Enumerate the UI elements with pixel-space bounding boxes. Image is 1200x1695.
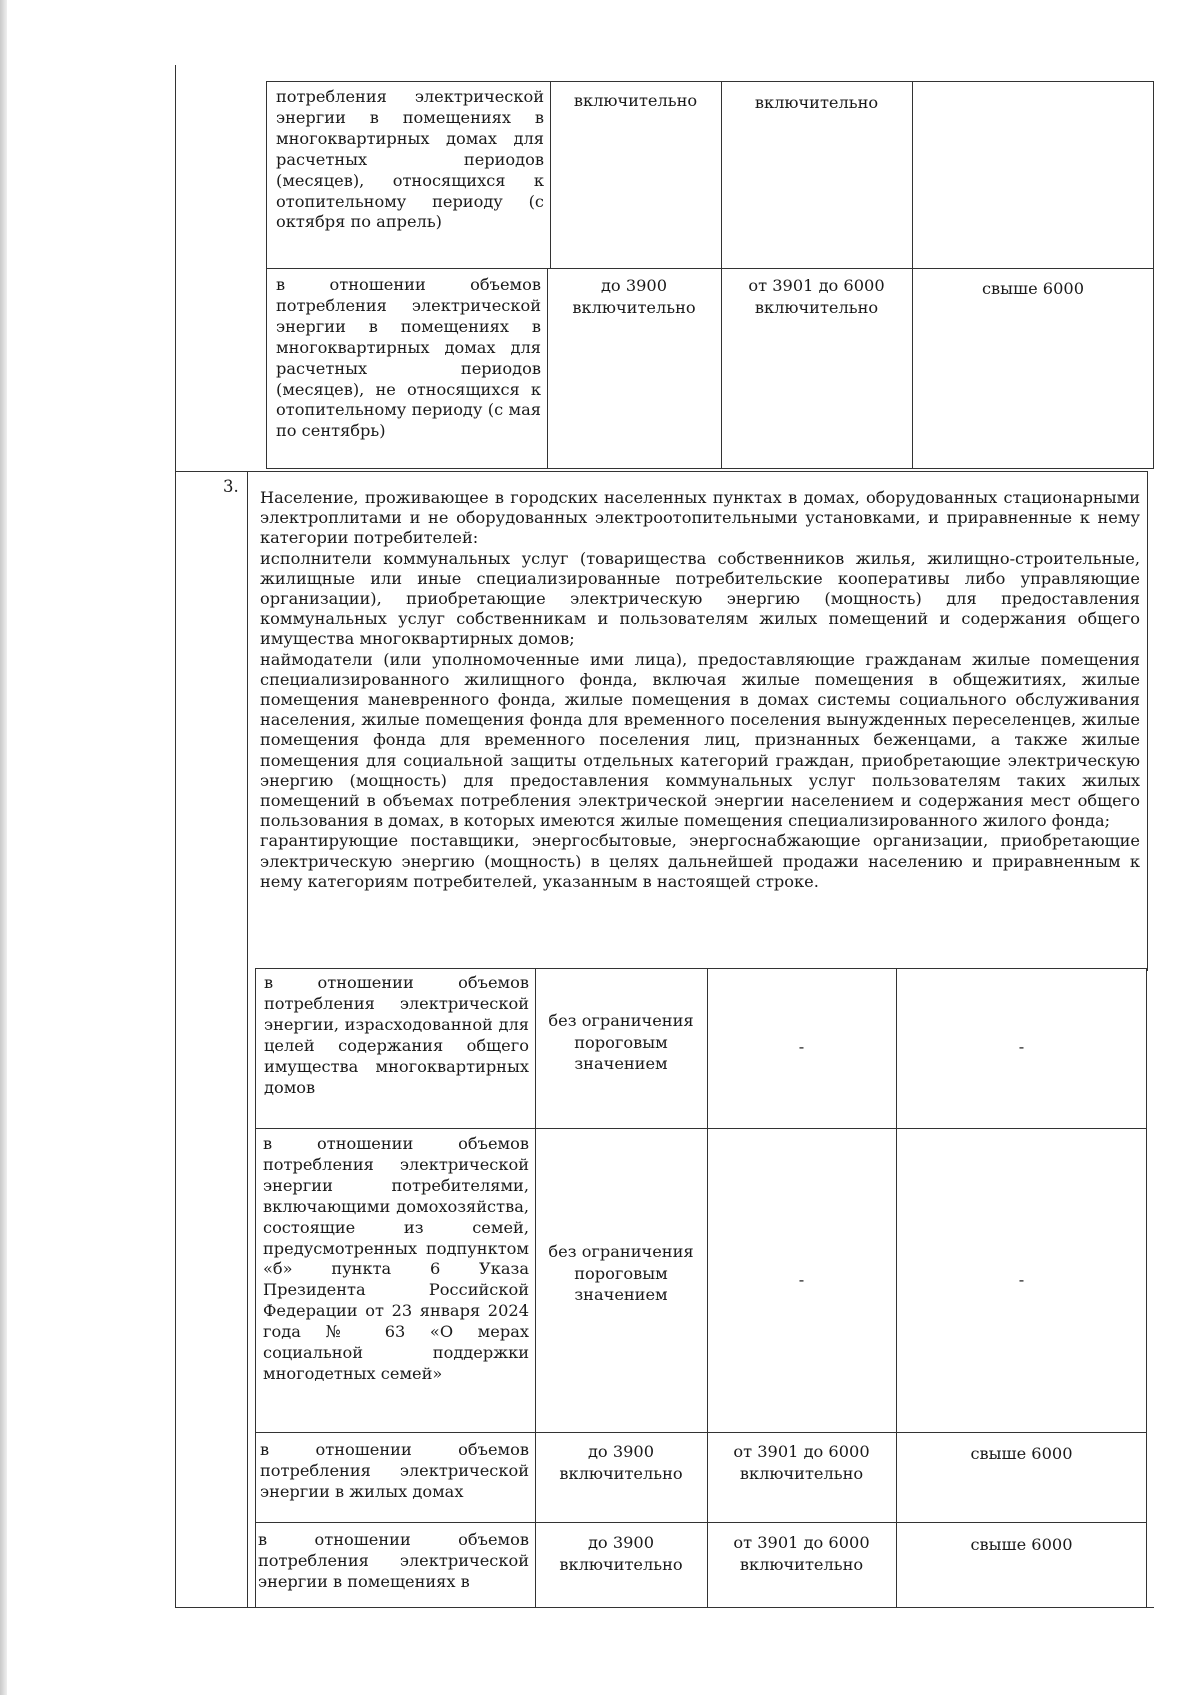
document-page: [175, 65, 1154, 1608]
right-border: [1147, 471, 1148, 971]
row-premises-col2: от 3901 до 6000 включительно: [733, 1533, 870, 1574]
row-divider: [255, 1522, 1147, 1523]
row-large-families-col3: -: [1018, 1270, 1025, 1289]
row-premises-label: в отношении объемов потребления электрической энергии в помещениях в: [258, 1530, 529, 1591]
row-top-col2: включительно: [754, 93, 879, 112]
scan-edge-shadow: [0, 0, 7, 1695]
row-divider: [266, 268, 1154, 269]
row-houses-label: в отношении объемов потребления электрической энергии в жилых домах: [260, 1440, 529, 1501]
row-premises-col3: свыше 6000: [970, 1535, 1073, 1554]
row-premises-col1: до 3900 включительно: [559, 1533, 683, 1574]
row-common-col1: без ограничения пороговым значением: [548, 1011, 694, 1073]
row-summer-col3: свыше 6000: [981, 279, 1085, 298]
row-summer-col2: от 3901 до 6000 включительно: [748, 276, 885, 317]
row-divider: [255, 1128, 1147, 1129]
col-divider: [912, 81, 913, 469]
row-houses-col2: от 3901 до 6000 включительно: [733, 1442, 870, 1483]
row-common-col3: -: [1018, 1037, 1025, 1056]
section3-paragraph: наймодатели (или уполномоченные ими лица), предоставляющие гражданам жилые помещения специализированного жилищного фонда, включая жилые помещения в общежитиях, жилые помещения маневренного фонда, жилые помещения в домах системы социального обслуживания населения, жилые помещения фонда для временного поселения вынужденных переселенцев, жилые помещения фонда для временного поселения лиц, признанных беженцами, а также жилые помещения для социальной защиты отдельных категорий граждан, приобретающие электрическую энергию (мощность) для предоставления коммунальных услуг пользователям таких жилых помещений в объемах потребления электрической энергии населением и содержания мест общего пользования в домах, в которых имеются жилые помещения специализированного жилого фонда;: [260, 649, 1140, 831]
row-summer-col1: до 3900 включительно: [572, 276, 696, 317]
row-large-families-col1: без ограничения пороговым значением: [548, 1242, 694, 1304]
section-divider: [176, 471, 1147, 472]
row-large-families-label: в отношении объемов потребления электрической энергии потребителями, включающими домохозяйства, состоящие из семей, предусмотренных подпунктом «б» пункта 6 Указа Президента Российской Федерации от 23 января 2024 года № 63 «О мерах социальной поддержки многодетных семей»: [263, 1134, 529, 1383]
section3-paragraph: гарантирующие поставщики, энергосбытовые, энергоснабжающие организации, приобретающие электрическую энергию (мощность) в целях дальнейшей продажи населению и приравненным к нему категориям потребителей, указанным в настоящей строке.: [260, 831, 1140, 891]
row-common-col2: -: [798, 1037, 805, 1056]
row-top-col1: включительно: [573, 91, 698, 110]
row-top-label: потребления электрической энергии в помещениях в многоквартирных домах для расчетных периодов (месяцев), относящихся к отопительному периоду (с октября по апрель): [276, 87, 544, 232]
row-houses-col3: свыше 6000: [970, 1444, 1073, 1463]
row-houses-col1: до 3900 включительно: [559, 1442, 683, 1483]
row-large-families-col2: -: [798, 1270, 805, 1289]
section3-paragraph: исполнители коммунальных услуг (товарищества собственников жилья, жилищно-строительные, жилищные или иные специализированные потребительские кооперативы либо управляющие организации), приобретающие электрическую энергию (мощность) для предоставления коммунальных услуг собственникам и пользователям жилых помещений и содержания общего имущества многоквартирных домов;: [260, 548, 1140, 649]
number-col-divider: [247, 471, 248, 1607]
section3-description: [260, 488, 1140, 892]
row-common-label: в отношении объемов потребления электрической энергии, израсходованной для целей содержания общего имущества многоквартирных домов: [264, 973, 529, 1097]
section3-paragraph: Население, проживающее в городских населенных пунктах в домах, оборудованных стационарными электроплитами и не оборудованных электроотопительными установками, и приравненные к нему категории потребителей:: [260, 488, 1140, 548]
section-number: 3.: [223, 477, 239, 496]
row-divider: [255, 1432, 1147, 1433]
row-summer-label: в отношении объемов потребления электрической энергии в помещениях в многоквартирных домах для расчетных периодов (месяцев), не относящихся к отопительному периоду (с мая по сентябрь): [276, 275, 541, 441]
